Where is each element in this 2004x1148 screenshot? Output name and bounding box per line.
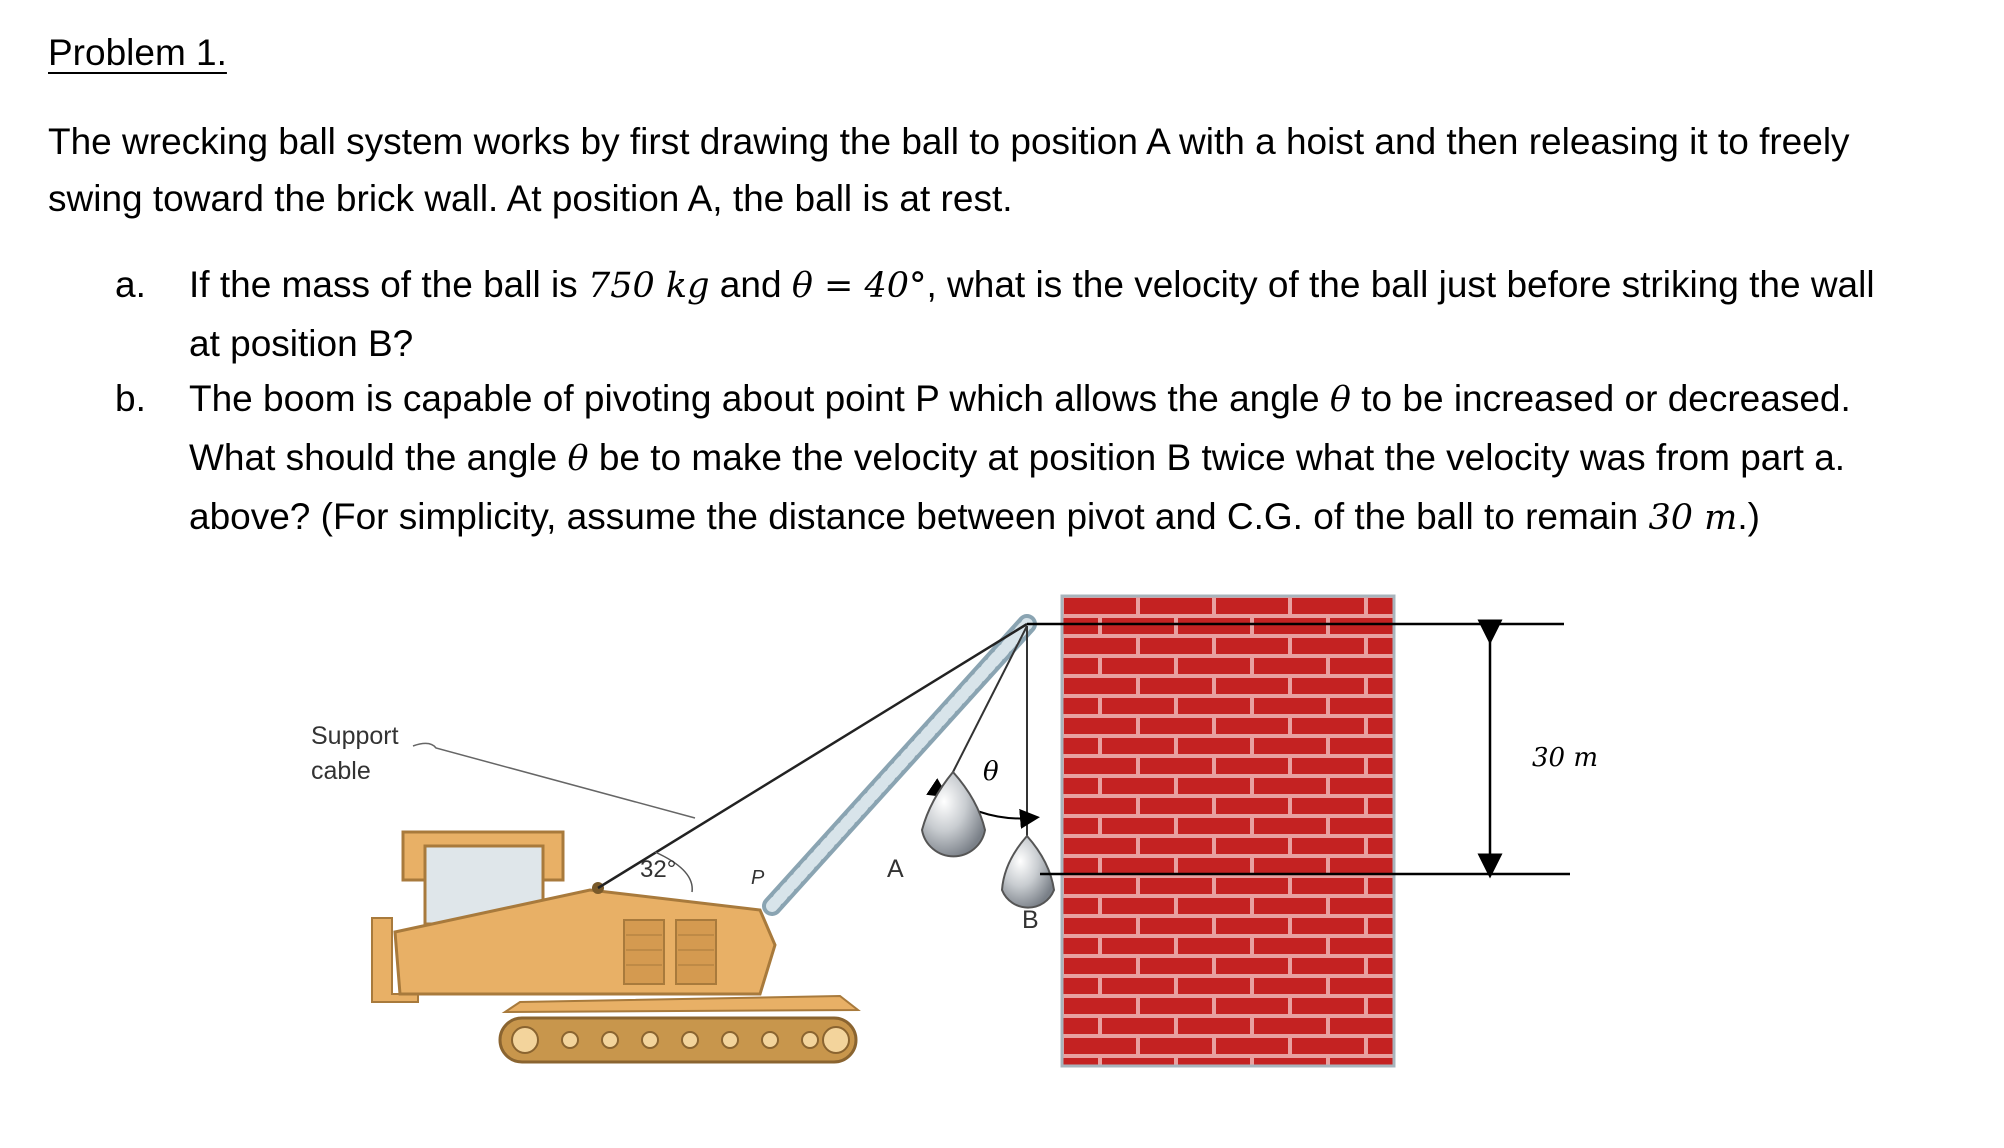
crane-tracks bbox=[500, 996, 858, 1062]
theta-symbol: θ bbox=[1329, 380, 1351, 420]
crane-body bbox=[372, 832, 778, 1002]
ball-position-a bbox=[922, 772, 985, 856]
support-cable-label: Support bbox=[311, 722, 399, 750]
problem-heading: Problem 1. bbox=[48, 32, 227, 73]
angle-value: θ = 40° bbox=[791, 266, 927, 306]
question-a-text: If the mass of the ball is 750 kg and θ = 40°, what is the velocity of the ball just before striking the wall at position B? bbox=[189, 264, 1875, 364]
brick-wall bbox=[1062, 596, 1394, 1066]
question-b-text: The boom is capable of pivoting about point P which allows the angle θ to be increased or decreased. What should the angle θ be to make the velocity at position B twice what the velocity was from part a. above? (For simplicity, assume the distance between pivot and C.G. of the ball to remain 30 m.) bbox=[189, 378, 1851, 538]
position-a-label: A bbox=[887, 855, 904, 883]
support-cable-label: cable bbox=[311, 757, 371, 785]
ball-position-b bbox=[1002, 836, 1054, 908]
distance-value: 30 m bbox=[1648, 498, 1738, 538]
theta-symbol: θ bbox=[567, 439, 589, 479]
question-b-marker: b. bbox=[115, 378, 146, 419]
support-cable-leader bbox=[413, 743, 695, 818]
question-a-marker: a. bbox=[115, 264, 146, 305]
problem-intro: The wrecking ball system works by first drawing the ball to position A with a hoist and then releasing it to freely swing toward the brick wall. At position A, the ball is at rest. bbox=[48, 121, 1850, 219]
height-label: 30 m bbox=[1532, 743, 1599, 773]
angle-label: 32° bbox=[640, 856, 677, 883]
position-b-label: B bbox=[1022, 906, 1039, 934]
theta-label: θ bbox=[983, 757, 999, 787]
mass-value: 750 kg bbox=[587, 266, 710, 306]
pivot-label: P bbox=[751, 867, 765, 889]
